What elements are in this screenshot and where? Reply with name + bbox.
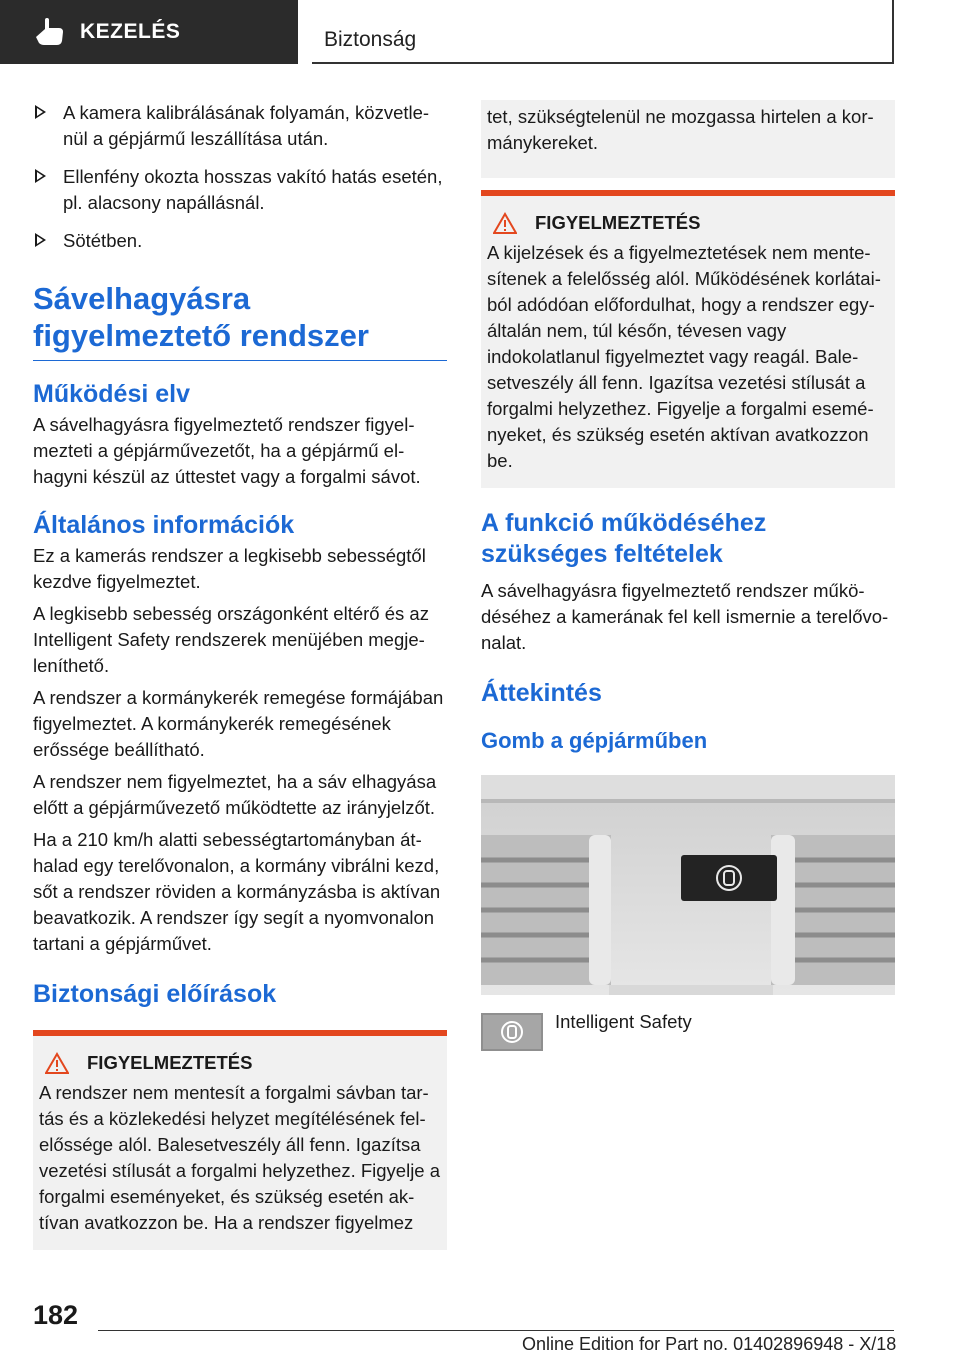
- main-heading: Sávelhagyásra figyelmeztető rendszer: [33, 281, 369, 353]
- section-tab-label: KEZELÉS: [80, 20, 181, 43]
- list-item-text: Ellenfény okozta hosszas vakító hatás esetén, pl. alacsony napállásnál.: [63, 166, 443, 213]
- warning-title: [39, 1052, 441, 1074]
- header-title-frame: [312, 0, 894, 64]
- warning-text: A rendszer nem mentesít a forgalmi sávban tartás és a közlekedési helyzet megítélésének felelőssége alól. Balesetveszély áll fenn. Igazítsa vezetési stílusát a forgalmi helyzethez. Figyelje a forgalmi eseményeket, és szükség esetén aktívan avatkozzon be. Ha a rendszer figyelmez: [39, 1082, 441, 1233]
- section-title: Biztonság: [324, 28, 417, 51]
- list-item-text: Sötétben.: [63, 230, 143, 251]
- section-heading-requirements: A funkció működéséhez szükséges feltételek: [481, 509, 767, 568]
- warning-text: A kijelzések és a figyelmeztetések nem mentesítenek a felelősség alól. Működésének korlátaiból adódóan előfordulhat, hogy a rendszer egyáltalán nem, túl későn, tévesen vagy indokolatlanul figyelmeztet vagy reagál. Balesetveszély áll fenn. Igazítsa vezetési stílusát a forgalmi helyzethez. Figyelje a forgalmi eseményeket, és szükség esetén aktívan avatkozzon be.: [487, 242, 881, 471]
- intelligent-safety-button-icon: [481, 1013, 543, 1051]
- right-column: [481, 100, 895, 1051]
- left-column: [33, 100, 447, 1250]
- section-heading-general: Általános információk: [33, 511, 295, 539]
- paragraph: A legkisebb sebesség országonként eltérő és az Intelligent Safety rendszerek menüjében megjeleníthető.: [33, 603, 429, 676]
- dashboard-illustration: [481, 775, 895, 995]
- triangle-bullet-icon: [35, 105, 46, 119]
- section-heading-overview: Áttekintés: [481, 679, 602, 707]
- header-section-tab: [0, 0, 298, 64]
- paragraph: A sávelhagyásra figyelmeztető rendszer működéséhez a kamerának fel kell ismernie a terelővonalat.: [481, 580, 889, 653]
- triangle-bullet-icon: [35, 169, 46, 183]
- paragraph: A rendszer nem figyelmeztet, ha a sáv elhagyása előtt a gépjárművezető működtette az irányjelzőt.: [33, 771, 437, 818]
- list-item: [33, 228, 447, 254]
- warning-continuation-box: [481, 100, 895, 178]
- vehicle-button-photo: [481, 775, 895, 995]
- list-item-text: A kamera kalibrálásának folyamán, közvetlenül a gépjármű leszállítása után.: [63, 102, 430, 149]
- footer-rule: [98, 1330, 894, 1331]
- warning-bar: [481, 190, 895, 196]
- subsection-heading-button: Gomb a gépjárműben: [481, 728, 708, 753]
- warning-title: [487, 212, 889, 234]
- list-item: [33, 100, 447, 152]
- warning-title-text: FIGYELMEZTETÉS: [87, 1052, 253, 1073]
- section-heading-safety: Biztonsági előírások: [33, 980, 277, 1008]
- footer-edition: Online Edition for Part no. 01402896948 - X/18: [522, 1334, 897, 1354]
- heading-rule: [33, 360, 447, 361]
- triangle-bullet-icon: [35, 233, 46, 247]
- warning-title-text: FIGYELMEZTETÉS: [535, 212, 701, 233]
- button-legend: [481, 1013, 895, 1051]
- list-item: [33, 164, 447, 216]
- page-number: 182: [33, 1300, 79, 1330]
- paragraph: A rendszer a kormánykerék remegése formájában figyelmeztet. A kormánykerék remegésének erőssége beállítható.: [33, 687, 444, 760]
- bullet-list: [33, 100, 447, 254]
- warning-box: [481, 190, 895, 488]
- paragraph: Ez a kamerás rendszer a legkisebb sebességtől kezdve figyelmeztet.: [33, 545, 426, 592]
- legend-label: Intelligent Safety: [555, 1011, 692, 1032]
- warning-continuation-text: tet, szükségtelenül ne mozgassa hirtelen a kormánykereket.: [487, 106, 874, 153]
- paragraph: Ha a 210 km/h alatti sebességtartományban áthalad egy terelővonalon, a kormány vibrálni kezd, sőt a rendszer röviden a kormányzásba is aktívan beavatkozik. A rendszer így segít a nyomvonalon tartani a gépjárművet.: [33, 829, 441, 954]
- warning-box: [33, 1030, 447, 1250]
- section-heading-principle: Működési elv: [33, 380, 190, 408]
- warning-triangle-icon: [493, 212, 517, 234]
- warning-bar: [33, 1030, 447, 1036]
- warning-triangle-icon: [45, 1052, 69, 1074]
- hand-pointer-icon: [32, 17, 66, 47]
- paragraph: A sávelhagyásra figyelmeztető rendszer figyelmezteti a gépjárművezetőt, ha a gépjármű elhagyni készül az úttestet vagy a forgalmi sávot.: [33, 414, 421, 487]
